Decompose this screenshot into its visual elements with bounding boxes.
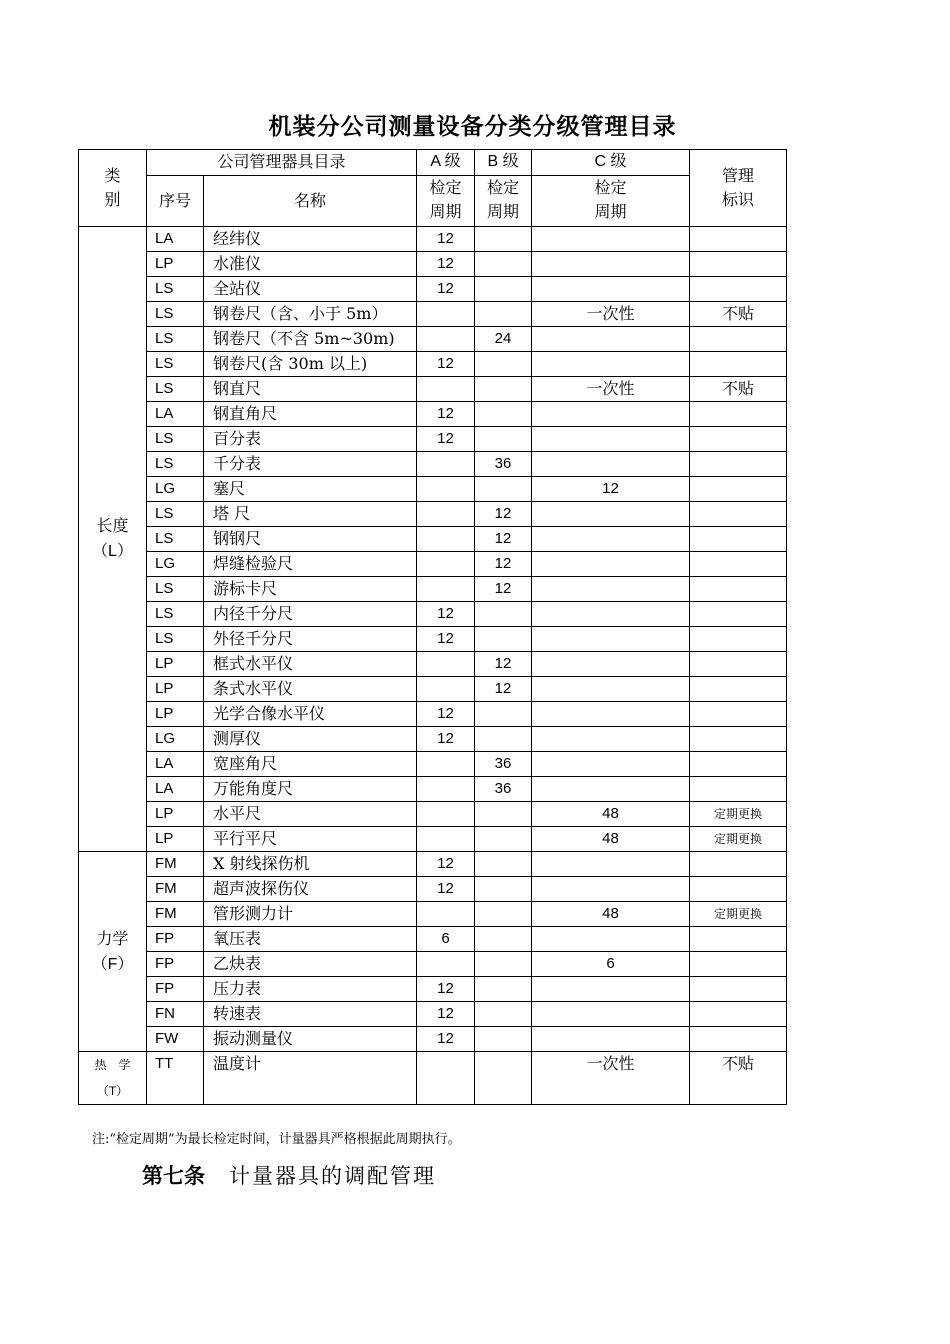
grade-c-header: C 级 <box>532 150 690 176</box>
grade-b-cell <box>475 1002 532 1027</box>
grade-c-cell <box>532 502 690 527</box>
table-row <box>79 827 787 852</box>
table-row <box>79 802 787 827</box>
grade-b-cell <box>475 952 532 977</box>
grade-c-cell <box>532 777 690 802</box>
name-cell: 千分表 <box>204 452 417 477</box>
header-row-1 <box>79 150 787 176</box>
management-tag-cell <box>690 327 787 352</box>
table-row <box>79 927 787 952</box>
grade-a-cell: 12 <box>417 702 475 727</box>
grade-a-cell: 12 <box>417 602 475 627</box>
grade-a-cell <box>417 377 475 402</box>
management-tag-cell <box>690 352 787 377</box>
seq-cell: LP <box>147 827 204 852</box>
management-tag-cell <box>690 752 787 777</box>
seq-cell: LA <box>147 402 204 427</box>
name-cell: 水平尺 <box>204 802 417 827</box>
seq-cell: LS <box>147 452 204 477</box>
equipment-table <box>78 149 787 1105</box>
grade-c-cell <box>532 1027 690 1052</box>
management-tag-cell <box>690 1002 787 1027</box>
grade-a-cell <box>417 752 475 777</box>
grade-a-cell: 12 <box>417 877 475 902</box>
table-row <box>79 352 787 377</box>
grade-c-cell <box>532 677 690 702</box>
name-cell: 万能角度尺 <box>204 777 417 802</box>
table-row <box>79 552 787 577</box>
grade-b-cell: 36 <box>475 752 532 777</box>
seq-cell: FP <box>147 977 204 1002</box>
grade-c-cell <box>532 652 690 677</box>
grade-b-cell <box>475 302 532 327</box>
table-row <box>79 902 787 927</box>
grade-a-cell: 12 <box>417 627 475 652</box>
grade-b-cell <box>475 477 532 502</box>
table-row <box>79 752 787 777</box>
name-cell: 条式水平仪 <box>204 677 417 702</box>
grade-b-cell <box>475 727 532 752</box>
name-cell: X 射线探伤机 <box>204 852 417 877</box>
seq-cell: LS <box>147 302 204 327</box>
name-cell: 钢卷尺(含 30m 以上) <box>204 352 417 377</box>
table-row <box>79 577 787 602</box>
name-cell: 塞尺 <box>204 477 417 502</box>
grade-a-cell <box>417 802 475 827</box>
name-cell: 压力表 <box>204 977 417 1002</box>
seq-cell: LS <box>147 377 204 402</box>
table-row <box>79 1052 787 1105</box>
table-row <box>79 677 787 702</box>
management-tag-cell <box>690 777 787 802</box>
category-header: 类 别 <box>79 150 147 227</box>
management-tag-cell <box>690 852 787 877</box>
seq-cell: FM <box>147 902 204 927</box>
seq-cell: LG <box>147 477 204 502</box>
management-label-header: 管理 标识 <box>690 150 787 227</box>
management-tag-cell <box>690 727 787 752</box>
seq-cell: LS <box>147 627 204 652</box>
seq-cell: FP <box>147 927 204 952</box>
seq-cell: FP <box>147 952 204 977</box>
management-tag-cell <box>690 702 787 727</box>
name-cell: 管形测力计 <box>204 902 417 927</box>
name-cell: 转速表 <box>204 1002 417 1027</box>
name-cell: 钢直尺 <box>204 377 417 402</box>
grade-c-cell: 12 <box>532 477 690 502</box>
period-b-header: 检定 周期 <box>475 176 532 227</box>
seq-cell: LG <box>147 552 204 577</box>
grade-c-cell: 一次性 <box>532 302 690 327</box>
grade-a-cell <box>417 652 475 677</box>
name-cell: 钢卷尺（含、小于 5m） <box>204 302 417 327</box>
name-cell: 钢卷尺（不含 5m~30m) <box>204 327 417 352</box>
grade-b-cell: 24 <box>475 327 532 352</box>
table-row <box>79 527 787 552</box>
grade-a-cell <box>417 677 475 702</box>
category-mechanics: 力学 （F） <box>79 852 147 1052</box>
seq-cell: LS <box>147 352 204 377</box>
category-heat: 热 学 （T） <box>79 1052 147 1105</box>
seq-cell: LA <box>147 777 204 802</box>
period-c-header: 检定 周期 <box>532 176 690 227</box>
grade-b-cell <box>475 1052 532 1105</box>
seq-cell: LS <box>147 527 204 552</box>
grade-c-cell: 6 <box>532 952 690 977</box>
management-tag-cell: 不贴 <box>690 1052 787 1105</box>
period-a-header: 检定 周期 <box>417 176 475 227</box>
grade-a-header: A 级 <box>417 150 475 176</box>
management-tag-cell <box>690 477 787 502</box>
seq-cell: LS <box>147 327 204 352</box>
grade-b-cell <box>475 377 532 402</box>
management-tag-cell: 定期更换 <box>690 827 787 852</box>
name-cell: 百分表 <box>204 427 417 452</box>
management-tag-cell: 不贴 <box>690 377 787 402</box>
name-cell: 经纬仪 <box>204 227 417 252</box>
grade-c-cell <box>532 427 690 452</box>
grade-b-cell <box>475 977 532 1002</box>
grade-b-cell <box>475 402 532 427</box>
seq-cell: LA <box>147 227 204 252</box>
grade-c-cell <box>532 977 690 1002</box>
seq-cell: FW <box>147 1027 204 1052</box>
grade-b-cell <box>475 252 532 277</box>
name-cell: 振动测量仪 <box>204 1027 417 1052</box>
article-number: 第七条 <box>142 1163 205 1188</box>
management-tag-cell <box>690 527 787 552</box>
seq-cell: LS <box>147 502 204 527</box>
grade-a-cell <box>417 952 475 977</box>
grade-b-cell <box>475 877 532 902</box>
grade-c-cell <box>532 452 690 477</box>
grade-b-cell <box>475 602 532 627</box>
grade-c-cell <box>532 727 690 752</box>
grade-c-cell <box>532 352 690 377</box>
grade-c-cell <box>532 1002 690 1027</box>
grade-c-cell: 48 <box>532 902 690 927</box>
name-cell: 光学合像水平仪 <box>204 702 417 727</box>
seq-cell: LP <box>147 802 204 827</box>
table-row <box>79 727 787 752</box>
table-row <box>79 427 787 452</box>
grade-c-cell: 48 <box>532 802 690 827</box>
management-tag-cell <box>690 627 787 652</box>
grade-a-cell <box>417 552 475 577</box>
grade-b-cell <box>475 1027 532 1052</box>
grade-c-cell <box>532 877 690 902</box>
grade-c-cell <box>532 252 690 277</box>
grade-b-cell <box>475 802 532 827</box>
seq-cell: LA <box>147 752 204 777</box>
grade-c-cell <box>532 227 690 252</box>
name-cell: 水准仪 <box>204 252 417 277</box>
grade-c-cell <box>532 627 690 652</box>
grade-a-cell: 12 <box>417 352 475 377</box>
grade-b-cell: 12 <box>475 502 532 527</box>
seq-cell: LS <box>147 577 204 602</box>
name-cell: 钢钢尺 <box>204 527 417 552</box>
management-tag-cell <box>690 227 787 252</box>
grade-a-cell: 12 <box>417 252 475 277</box>
management-tag-cell <box>690 452 787 477</box>
table-row <box>79 402 787 427</box>
grade-b-cell <box>475 852 532 877</box>
company-list-header: 公司管理器具目录 <box>147 150 417 176</box>
management-tag-cell <box>690 927 787 952</box>
table-row <box>79 602 787 627</box>
grade-c-cell <box>532 577 690 602</box>
grade-b-cell <box>475 827 532 852</box>
grade-c-cell <box>532 527 690 552</box>
grade-c-cell <box>532 327 690 352</box>
grade-c-cell <box>532 602 690 627</box>
seq-header: 序号 <box>147 176 204 227</box>
name-cell: 塔 尺 <box>204 502 417 527</box>
seq-cell: TT <box>147 1052 204 1105</box>
grade-b-cell <box>475 927 532 952</box>
name-cell: 内径千分尺 <box>204 602 417 627</box>
grade-b-cell <box>475 902 532 927</box>
name-cell: 平行平尺 <box>204 827 417 852</box>
management-tag-cell <box>690 402 787 427</box>
seq-cell: LP <box>147 702 204 727</box>
name-cell: 焊缝检验尺 <box>204 552 417 577</box>
seq-cell: LS <box>147 602 204 627</box>
table-row <box>79 852 787 877</box>
grade-b-cell: 12 <box>475 577 532 602</box>
management-tag-cell <box>690 877 787 902</box>
seq-cell: LP <box>147 252 204 277</box>
grade-a-cell <box>417 902 475 927</box>
grade-c-cell: 一次性 <box>532 377 690 402</box>
name-cell: 游标卡尺 <box>204 577 417 602</box>
table-row <box>79 477 787 502</box>
table-row <box>79 377 787 402</box>
grade-c-cell <box>532 927 690 952</box>
grade-b-cell <box>475 627 532 652</box>
table-row <box>79 702 787 727</box>
grade-a-cell: 12 <box>417 427 475 452</box>
management-tag-cell: 定期更换 <box>690 902 787 927</box>
grade-a-cell: 12 <box>417 227 475 252</box>
management-tag-cell <box>690 1027 787 1052</box>
grade-a-cell: 12 <box>417 1002 475 1027</box>
article-title: 计量器具的调配管理 <box>229 1164 436 1188</box>
grade-b-cell <box>475 427 532 452</box>
grade-a-cell: 12 <box>417 727 475 752</box>
grade-a-cell <box>417 577 475 602</box>
grade-b-cell <box>475 702 532 727</box>
grade-a-cell <box>417 327 475 352</box>
name-header: 名称 <box>204 176 417 227</box>
management-tag-cell <box>690 552 787 577</box>
management-tag-cell <box>690 952 787 977</box>
name-cell: 乙炔表 <box>204 952 417 977</box>
table-row <box>79 302 787 327</box>
category-length: 长度 （L） <box>79 227 147 852</box>
management-tag-cell: 定期更换 <box>690 802 787 827</box>
grade-c-cell <box>532 277 690 302</box>
name-cell: 温度计 <box>204 1052 417 1105</box>
seq-cell: FM <box>147 852 204 877</box>
grade-a-cell: 12 <box>417 1027 475 1052</box>
seq-cell: LP <box>147 652 204 677</box>
management-tag-cell <box>690 602 787 627</box>
grade-a-cell: 12 <box>417 977 475 1002</box>
grade-a-cell <box>417 527 475 552</box>
grade-c-cell <box>532 402 690 427</box>
seq-cell: LP <box>147 677 204 702</box>
management-tag-cell <box>690 652 787 677</box>
grade-a-cell <box>417 827 475 852</box>
footnote: 注:“检定周期”为最长检定时间，计量器具严格根据此周期执行。 <box>92 1132 461 1147</box>
grade-b-cell: 36 <box>475 777 532 802</box>
grade-a-cell: 12 <box>417 402 475 427</box>
table-row <box>79 977 787 1002</box>
table-row <box>79 627 787 652</box>
management-tag-cell <box>690 252 787 277</box>
table-row <box>79 327 787 352</box>
table-row <box>79 877 787 902</box>
grade-c-cell <box>532 852 690 877</box>
table-row <box>79 227 787 252</box>
table-row <box>79 777 787 802</box>
management-tag-cell <box>690 577 787 602</box>
grade-b-cell: 36 <box>475 452 532 477</box>
seq-cell: LS <box>147 277 204 302</box>
seq-cell: LG <box>147 727 204 752</box>
article-heading <box>142 1160 436 1190</box>
table-row <box>79 1027 787 1052</box>
table-row <box>79 952 787 977</box>
seq-cell: FM <box>147 877 204 902</box>
name-cell: 超声波探伤仪 <box>204 877 417 902</box>
table-row <box>79 652 787 677</box>
name-cell: 钢直角尺 <box>204 402 417 427</box>
grade-b-cell <box>475 352 532 377</box>
table-row <box>79 277 787 302</box>
grade-c-cell <box>532 752 690 777</box>
grade-a-cell: 12 <box>417 277 475 302</box>
grade-b-cell <box>475 277 532 302</box>
header-row-2 <box>79 176 787 227</box>
table-row <box>79 1002 787 1027</box>
management-tag-cell <box>690 977 787 1002</box>
grade-b-cell: 12 <box>475 677 532 702</box>
grade-a-cell <box>417 502 475 527</box>
name-cell: 全站仪 <box>204 277 417 302</box>
management-tag-cell <box>690 427 787 452</box>
table-row <box>79 502 787 527</box>
management-tag-cell <box>690 277 787 302</box>
management-tag-cell: 不贴 <box>690 302 787 327</box>
name-cell: 框式水平仪 <box>204 652 417 677</box>
grade-a-cell <box>417 302 475 327</box>
name-cell: 宽座角尺 <box>204 752 417 777</box>
management-tag-cell <box>690 502 787 527</box>
grade-a-cell <box>417 452 475 477</box>
grade-a-cell <box>417 1052 475 1105</box>
grade-a-cell: 12 <box>417 852 475 877</box>
document-title: 机装分公司测量设备分类分级管理目录 <box>268 113 677 140</box>
grade-a-cell <box>417 477 475 502</box>
grade-b-cell <box>475 227 532 252</box>
grade-b-cell: 12 <box>475 552 532 577</box>
seq-cell: FN <box>147 1002 204 1027</box>
grade-a-cell: 6 <box>417 927 475 952</box>
name-cell: 氧压表 <box>204 927 417 952</box>
grade-b-header: B 级 <box>475 150 532 176</box>
grade-b-cell: 12 <box>475 527 532 552</box>
grade-b-cell: 12 <box>475 652 532 677</box>
table-row <box>79 452 787 477</box>
grade-c-cell: 48 <box>532 827 690 852</box>
name-cell: 外径千分尺 <box>204 627 417 652</box>
grade-c-cell <box>532 702 690 727</box>
grade-c-cell: 一次性 <box>532 1052 690 1105</box>
table-row <box>79 252 787 277</box>
management-tag-cell <box>690 677 787 702</box>
grade-a-cell <box>417 777 475 802</box>
seq-cell: LS <box>147 427 204 452</box>
grade-c-cell <box>532 552 690 577</box>
name-cell: 测厚仪 <box>204 727 417 752</box>
